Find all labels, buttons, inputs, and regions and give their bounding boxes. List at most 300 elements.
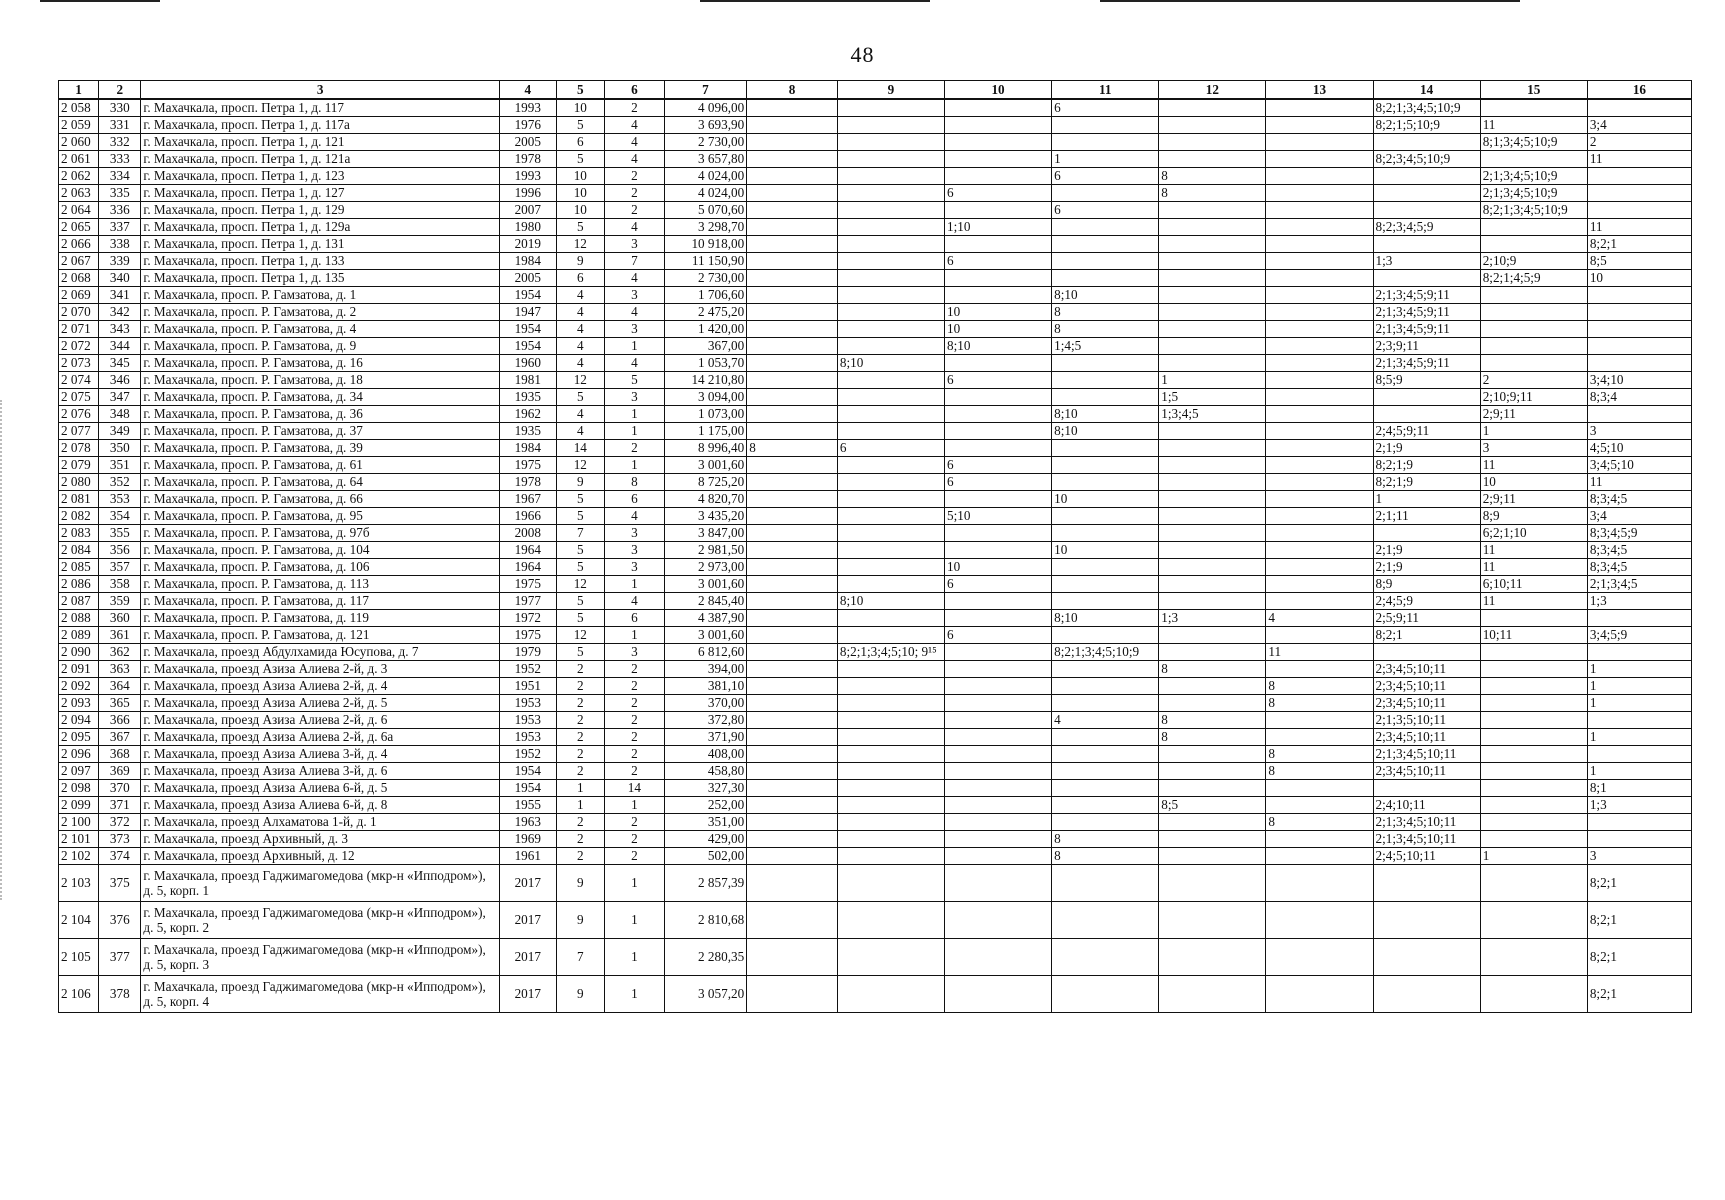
table-cell-col-2: 354 — [99, 508, 141, 525]
table-cell-col-14 — [1373, 902, 1480, 939]
table-cell-col-5: 9 — [556, 474, 604, 491]
table-cell-col-3: г. Махачкала, проезд Азиза Алиева 6-й, д. 5 — [141, 780, 500, 797]
table-cell-col-12 — [1159, 542, 1266, 559]
table-cell-col-14: 1;3 — [1373, 253, 1480, 270]
table-cell-col-13 — [1266, 168, 1373, 185]
table-cell-col-4: 1954 — [499, 338, 556, 355]
table-cell-col-15: 6;10;11 — [1480, 576, 1587, 593]
table-cell-col-9 — [837, 270, 944, 287]
table-cell-col-3: г. Махачкала, просп. Р. Гамзатова, д. 4 — [141, 321, 500, 338]
table-cell-col-9 — [837, 134, 944, 151]
table-cell-col-7: 14 210,80 — [664, 372, 746, 389]
table-cell-col-6: 2 — [605, 440, 665, 457]
table-cell-col-2: 361 — [99, 627, 141, 644]
table-cell-col-13 — [1266, 576, 1373, 593]
table-cell-col-2: 374 — [99, 848, 141, 865]
table-cell-col-3: г. Махачкала, проезд Азиза Алиева 2-й, д. 5 — [141, 695, 500, 712]
table-cell-col-3: г. Махачкала, просп. Петра 1, д. 129 — [141, 202, 500, 219]
table-cell-col-15: 2;9;11 — [1480, 491, 1587, 508]
table-cell-col-6: 2 — [605, 695, 665, 712]
table-cell-col-12 — [1159, 576, 1266, 593]
table-cell-col-16: 1 — [1587, 678, 1691, 695]
column-header-7: 7 — [664, 81, 746, 100]
column-header-12: 12 — [1159, 81, 1266, 100]
table-cell-col-3: г. Махачкала, проезд Азиза Алиева 2-й, д. 6 — [141, 712, 500, 729]
table-cell-col-5: 5 — [556, 389, 604, 406]
table-cell-col-2: 332 — [99, 134, 141, 151]
table-cell-col-5: 4 — [556, 338, 604, 355]
table-cell-col-4: 1977 — [499, 593, 556, 610]
table-cell-col-14: 8;2;1;9 — [1373, 457, 1480, 474]
table-cell-col-3: г. Махачкала, просп. Петра 1, д. 117а — [141, 117, 500, 134]
table-cell-col-8 — [747, 644, 838, 661]
table-cell-col-2: 336 — [99, 202, 141, 219]
table-cell-col-8 — [747, 185, 838, 202]
table-cell-col-1: 2 064 — [59, 202, 99, 219]
table-cell-col-13 — [1266, 797, 1373, 814]
table-cell-col-10 — [944, 202, 1051, 219]
table-cell-col-4: 1963 — [499, 814, 556, 831]
table-cell-col-11 — [1052, 593, 1159, 610]
table-cell-col-13 — [1266, 712, 1373, 729]
table-cell-col-14 — [1373, 389, 1480, 406]
column-header-1: 1 — [59, 81, 99, 100]
table-cell-col-9 — [837, 939, 944, 976]
table-cell-col-8 — [747, 746, 838, 763]
table-row — [59, 270, 1692, 287]
table-cell-col-16: 8;5 — [1587, 253, 1691, 270]
table-cell-col-12 — [1159, 814, 1266, 831]
table-cell-col-8 — [747, 99, 838, 117]
table-row — [59, 202, 1692, 219]
table-cell-col-8 — [747, 168, 838, 185]
table-row — [59, 389, 1692, 406]
table-cell-col-6: 2 — [605, 168, 665, 185]
table-cell-col-7: 6 812,60 — [664, 644, 746, 661]
table-cell-col-15 — [1480, 763, 1587, 780]
table-row — [59, 593, 1692, 610]
table-cell-col-3: г. Махачкала, проезд Гаджимагомедова (мкр-н «Ипподром»), д. 5, корп. 3 — [141, 939, 500, 976]
table-cell-col-11 — [1052, 508, 1159, 525]
table-cell-col-11 — [1052, 372, 1159, 389]
table-cell-col-16: 8;2;1 — [1587, 939, 1691, 976]
table-cell-col-10 — [944, 939, 1051, 976]
table-cell-col-10 — [944, 729, 1051, 746]
table-cell-col-3: г. Махачкала, проезд Гаджимагомедова (мкр-н «Ипподром»), д. 5, корп. 2 — [141, 902, 500, 939]
table-cell-col-15: 11 — [1480, 559, 1587, 576]
table-cell-col-4: 1975 — [499, 627, 556, 644]
table-cell-col-16: 10 — [1587, 270, 1691, 287]
table-cell-col-2: 333 — [99, 151, 141, 168]
table-cell-col-4: 1972 — [499, 610, 556, 627]
table-cell-col-6: 1 — [605, 457, 665, 474]
table-cell-col-13 — [1266, 355, 1373, 372]
table-cell-col-5: 7 — [556, 939, 604, 976]
table-row — [59, 491, 1692, 508]
table-cell-col-16 — [1587, 338, 1691, 355]
table-cell-col-12 — [1159, 117, 1266, 134]
table-cell-col-11: 8 — [1052, 304, 1159, 321]
table-cell-col-4: 1984 — [499, 253, 556, 270]
table-cell-col-3: г. Махачкала, просп. Р. Гамзатова, д. 37 — [141, 423, 500, 440]
table-cell-col-11: 6 — [1052, 202, 1159, 219]
column-header-11: 11 — [1052, 81, 1159, 100]
table-cell-col-8 — [747, 236, 838, 253]
table-cell-col-16: 8;2;1 — [1587, 236, 1691, 253]
table-cell-col-1: 2 072 — [59, 338, 99, 355]
table-cell-col-3: г. Махачкала, проезд Архивный, д. 3 — [141, 831, 500, 848]
table-cell-col-12 — [1159, 525, 1266, 542]
table-cell-col-11 — [1052, 185, 1159, 202]
table-cell-col-8 — [747, 712, 838, 729]
table-cell-col-13 — [1266, 729, 1373, 746]
table-cell-col-1: 2 100 — [59, 814, 99, 831]
table-row — [59, 253, 1692, 270]
table-cell-col-12 — [1159, 939, 1266, 976]
table-row — [59, 797, 1692, 814]
table-cell-col-7: 2 730,00 — [664, 270, 746, 287]
table-cell-col-13 — [1266, 457, 1373, 474]
table-cell-col-11 — [1052, 236, 1159, 253]
table-cell-col-3: г. Махачкала, проезд Гаджимагомедова (мкр-н «Ипподром»), д. 5, корп. 1 — [141, 865, 500, 902]
table-cell-col-6: 1 — [605, 976, 665, 1013]
table-cell-col-1: 2 092 — [59, 678, 99, 695]
table-cell-col-10: 8;10 — [944, 338, 1051, 355]
table-cell-col-12 — [1159, 321, 1266, 338]
table-cell-col-12 — [1159, 474, 1266, 491]
table-cell-col-4: 1969 — [499, 831, 556, 848]
table-cell-col-8 — [747, 474, 838, 491]
table-cell-col-12 — [1159, 219, 1266, 236]
table-cell-col-2: 353 — [99, 491, 141, 508]
table-cell-col-6: 7 — [605, 253, 665, 270]
table-cell-col-13 — [1266, 559, 1373, 576]
table-cell-col-10 — [944, 865, 1051, 902]
table-cell-col-13: 8 — [1266, 678, 1373, 695]
table-cell-col-7: 10 918,00 — [664, 236, 746, 253]
table-cell-col-9 — [837, 406, 944, 423]
table-cell-col-9 — [837, 168, 944, 185]
table-cell-col-11 — [1052, 355, 1159, 372]
table-cell-col-14: 2;4;5;10;11 — [1373, 848, 1480, 865]
table-cell-col-14: 2;3;4;5;10;11 — [1373, 763, 1480, 780]
table-cell-col-5: 5 — [556, 508, 604, 525]
table-cell-col-4: 1961 — [499, 848, 556, 865]
table-cell-col-7: 371,90 — [664, 729, 746, 746]
table-cell-col-9 — [837, 627, 944, 644]
table-cell-col-5: 2 — [556, 848, 604, 865]
table-cell-col-8 — [747, 406, 838, 423]
table-cell-col-1: 2 106 — [59, 976, 99, 1013]
table-cell-col-9 — [837, 151, 944, 168]
table-cell-col-13: 8 — [1266, 814, 1373, 831]
table-header-row — [59, 81, 1692, 100]
table-cell-col-13 — [1266, 491, 1373, 508]
table-cell-col-4: 2005 — [499, 270, 556, 287]
table-row — [59, 976, 1692, 1013]
table-cell-col-11: 8;10 — [1052, 287, 1159, 304]
table-cell-col-5: 5 — [556, 219, 604, 236]
table-cell-col-12 — [1159, 202, 1266, 219]
table-cell-col-11 — [1052, 474, 1159, 491]
table-cell-col-13 — [1266, 321, 1373, 338]
table-cell-col-3: г. Махачкала, просп. Р. Гамзатова, д. 2 — [141, 304, 500, 321]
table-cell-col-11 — [1052, 389, 1159, 406]
table-cell-col-15 — [1480, 355, 1587, 372]
table-cell-col-3: г. Махачкала, просп. Петра 1, д. 127 — [141, 185, 500, 202]
table-cell-col-8 — [747, 491, 838, 508]
table-cell-col-8 — [747, 355, 838, 372]
table-cell-col-11: 6 — [1052, 99, 1159, 117]
table-cell-col-3: г. Махачкала, просп. Р. Гамзатова, д. 66 — [141, 491, 500, 508]
table-cell-col-16: 8;2;1 — [1587, 976, 1691, 1013]
table-cell-col-1: 2 093 — [59, 695, 99, 712]
table-cell-col-6: 2 — [605, 746, 665, 763]
table-cell-col-1: 2 062 — [59, 168, 99, 185]
table-cell-col-12 — [1159, 902, 1266, 939]
table-cell-col-16: 2 — [1587, 134, 1691, 151]
table-cell-col-11 — [1052, 559, 1159, 576]
table-cell-col-9 — [837, 729, 944, 746]
table-cell-col-3: г. Махачкала, проезд Азиза Алиева 2-й, д. 3 — [141, 661, 500, 678]
table-cell-col-13: 8 — [1266, 746, 1373, 763]
table-cell-col-2: 356 — [99, 542, 141, 559]
table-cell-col-7: 2 810,68 — [664, 902, 746, 939]
table-cell-col-6: 2 — [605, 763, 665, 780]
table-cell-col-9 — [837, 219, 944, 236]
table-cell-col-7: 2 845,40 — [664, 593, 746, 610]
table-cell-col-3: г. Махачкала, проезд Азиза Алиева 2-й, д. 4 — [141, 678, 500, 695]
table-cell-col-14: 8;2;1 — [1373, 627, 1480, 644]
table-cell-col-2: 338 — [99, 236, 141, 253]
table-cell-col-3: г. Махачкала, проезд Азиза Алиева 3-й, д. 6 — [141, 763, 500, 780]
table-cell-col-12: 8 — [1159, 185, 1266, 202]
table-cell-col-4: 1966 — [499, 508, 556, 525]
table-cell-col-5: 2 — [556, 712, 604, 729]
table-cell-col-15 — [1480, 610, 1587, 627]
table-cell-col-1: 2 083 — [59, 525, 99, 542]
table-cell-col-4: 1960 — [499, 355, 556, 372]
table-row — [59, 117, 1692, 134]
table-cell-col-11: 8 — [1052, 848, 1159, 865]
table-cell-col-7: 327,30 — [664, 780, 746, 797]
table-cell-col-14: 2;3;4;5;10;11 — [1373, 695, 1480, 712]
table-cell-col-1: 2 075 — [59, 389, 99, 406]
table-row — [59, 576, 1692, 593]
table-cell-col-10 — [944, 678, 1051, 695]
column-header-8: 8 — [747, 81, 838, 100]
table-cell-col-16: 8;3;4;5 — [1587, 542, 1691, 559]
table-cell-col-3: г. Махачкала, проезд Гаджимагомедова (мкр-н «Ипподром»), д. 5, корп. 4 — [141, 976, 500, 1013]
table-row — [59, 99, 1692, 117]
table-cell-col-10: 6 — [944, 474, 1051, 491]
table-cell-col-8 — [747, 797, 838, 814]
table-cell-col-12 — [1159, 780, 1266, 797]
table-cell-col-14: 8;5;9 — [1373, 372, 1480, 389]
table-cell-col-1: 2 086 — [59, 576, 99, 593]
table-cell-col-4: 1978 — [499, 474, 556, 491]
table-cell-col-14 — [1373, 780, 1480, 797]
table-cell-col-9 — [837, 99, 944, 117]
column-header-6: 6 — [605, 81, 665, 100]
table-cell-col-10 — [944, 610, 1051, 627]
table-cell-col-13: 8 — [1266, 763, 1373, 780]
table-cell-col-6: 2 — [605, 712, 665, 729]
table-cell-col-4: 1953 — [499, 729, 556, 746]
table-cell-col-12: 8 — [1159, 712, 1266, 729]
table-cell-col-11 — [1052, 117, 1159, 134]
table-row — [59, 627, 1692, 644]
table-cell-col-11 — [1052, 678, 1159, 695]
table-cell-col-6: 2 — [605, 814, 665, 831]
table-cell-col-2: 334 — [99, 168, 141, 185]
table-cell-col-5: 10 — [556, 168, 604, 185]
table-cell-col-11 — [1052, 729, 1159, 746]
table-row — [59, 134, 1692, 151]
table-cell-col-14: 2;4;10;11 — [1373, 797, 1480, 814]
table-cell-col-6: 4 — [605, 508, 665, 525]
table-cell-col-12 — [1159, 236, 1266, 253]
table-row — [59, 610, 1692, 627]
table-cell-col-5: 12 — [556, 236, 604, 253]
table-cell-col-13 — [1266, 117, 1373, 134]
table-cell-col-12 — [1159, 253, 1266, 270]
table-cell-col-5: 2 — [556, 831, 604, 848]
table-cell-col-9: 8;10 — [837, 355, 944, 372]
table-cell-col-16: 8;2;1 — [1587, 865, 1691, 902]
table-cell-col-11 — [1052, 219, 1159, 236]
table-cell-col-14 — [1373, 644, 1480, 661]
table-cell-col-8 — [747, 287, 838, 304]
table-cell-col-9 — [837, 474, 944, 491]
table-cell-col-2: 365 — [99, 695, 141, 712]
table-cell-col-10 — [944, 695, 1051, 712]
table-cell-col-14: 2;3;4;5;10;11 — [1373, 678, 1480, 695]
table-cell-col-6: 2 — [605, 678, 665, 695]
table-cell-col-14: 2;1;3;4;5;9;11 — [1373, 287, 1480, 304]
table-cell-col-11: 8 — [1052, 321, 1159, 338]
table-cell-col-7: 370,00 — [664, 695, 746, 712]
table-cell-col-16: 3 — [1587, 848, 1691, 865]
table-cell-col-16 — [1587, 831, 1691, 848]
table-cell-col-15 — [1480, 287, 1587, 304]
table-cell-col-7: 4 820,70 — [664, 491, 746, 508]
table-cell-col-7: 458,80 — [664, 763, 746, 780]
table-cell-col-2: 342 — [99, 304, 141, 321]
table-cell-col-7: 408,00 — [664, 746, 746, 763]
table-cell-col-2: 351 — [99, 457, 141, 474]
table-cell-col-12 — [1159, 423, 1266, 440]
table-cell-col-4: 1954 — [499, 763, 556, 780]
table-cell-col-14: 2;3;4;5;10;11 — [1373, 661, 1480, 678]
table-cell-col-16: 3;4;5;9 — [1587, 627, 1691, 644]
table-cell-col-13 — [1266, 372, 1373, 389]
table-cell-col-9 — [837, 372, 944, 389]
table-cell-col-3: г. Махачкала, проезд Архивный, д. 12 — [141, 848, 500, 865]
table-cell-col-8 — [747, 457, 838, 474]
table-cell-col-3: г. Махачкала, просп. Р. Гамзатова, д. 106 — [141, 559, 500, 576]
table-cell-col-8 — [747, 729, 838, 746]
table-cell-col-16 — [1587, 746, 1691, 763]
table-row — [59, 902, 1692, 939]
table-cell-col-16 — [1587, 287, 1691, 304]
table-cell-col-12 — [1159, 134, 1266, 151]
table-cell-col-4: 2017 — [499, 902, 556, 939]
table-cell-col-12 — [1159, 976, 1266, 1013]
table-cell-col-3: г. Махачкала, просп. Петра 1, д. 121 — [141, 134, 500, 151]
table-cell-col-9 — [837, 457, 944, 474]
table-row — [59, 287, 1692, 304]
table-cell-col-3: г. Махачкала, проезд Азиза Алиева 3-й, д. 4 — [141, 746, 500, 763]
table-cell-col-16: 11 — [1587, 474, 1691, 491]
table-row — [59, 372, 1692, 389]
table-cell-col-2: 366 — [99, 712, 141, 729]
table-cell-col-16 — [1587, 814, 1691, 831]
table-cell-col-8 — [747, 389, 838, 406]
table-cell-col-2: 330 — [99, 99, 141, 117]
table-cell-col-15: 6;2;1;10 — [1480, 525, 1587, 542]
table-cell-col-2: 355 — [99, 525, 141, 542]
registry-table — [58, 80, 1692, 1013]
table-cell-col-2: 363 — [99, 661, 141, 678]
table-cell-col-5: 9 — [556, 253, 604, 270]
table-cell-col-8 — [747, 848, 838, 865]
table-cell-col-16 — [1587, 321, 1691, 338]
table-cell-col-4: 1993 — [499, 168, 556, 185]
table-cell-col-15 — [1480, 939, 1587, 976]
table-cell-col-12 — [1159, 355, 1266, 372]
table-cell-col-16: 1;3 — [1587, 797, 1691, 814]
table-cell-col-10: 10 — [944, 559, 1051, 576]
table-cell-col-10 — [944, 117, 1051, 134]
table-row — [59, 525, 1692, 542]
table-cell-col-13 — [1266, 542, 1373, 559]
table-cell-col-1: 2 078 — [59, 440, 99, 457]
table-cell-col-7: 2 857,39 — [664, 865, 746, 902]
table-cell-col-1: 2 076 — [59, 406, 99, 423]
table-cell-col-16: 3;4 — [1587, 117, 1691, 134]
table-cell-col-5: 10 — [556, 185, 604, 202]
table-cell-col-6: 6 — [605, 610, 665, 627]
table-cell-col-1: 2 085 — [59, 559, 99, 576]
table-cell-col-2: 335 — [99, 185, 141, 202]
table-cell-col-3: г. Махачкала, просп. Петра 1, д. 133 — [141, 253, 500, 270]
table-cell-col-11 — [1052, 457, 1159, 474]
table-cell-col-6: 4 — [605, 117, 665, 134]
table-cell-col-1: 2 103 — [59, 865, 99, 902]
table-cell-col-6: 2 — [605, 661, 665, 678]
table-cell-col-7: 2 973,00 — [664, 559, 746, 576]
table-cell-col-14: 2;1;11 — [1373, 508, 1480, 525]
table-cell-col-6: 1 — [605, 865, 665, 902]
table-cell-col-6: 3 — [605, 287, 665, 304]
table-cell-col-1: 2 087 — [59, 593, 99, 610]
table-cell-col-13 — [1266, 99, 1373, 117]
table-cell-col-1: 2 060 — [59, 134, 99, 151]
table-cell-col-4: 1953 — [499, 695, 556, 712]
table-cell-col-16: 3;4 — [1587, 508, 1691, 525]
table-cell-col-9: 6 — [837, 440, 944, 457]
table-cell-col-5: 12 — [556, 627, 604, 644]
table-cell-col-5: 1 — [556, 797, 604, 814]
table-cell-col-10: 1;10 — [944, 219, 1051, 236]
table-cell-col-1: 2 074 — [59, 372, 99, 389]
table-cell-col-9 — [837, 236, 944, 253]
table-cell-col-4: 1935 — [499, 423, 556, 440]
table-cell-col-5: 2 — [556, 763, 604, 780]
table-cell-col-2: 345 — [99, 355, 141, 372]
table-cell-col-4: 1980 — [499, 219, 556, 236]
